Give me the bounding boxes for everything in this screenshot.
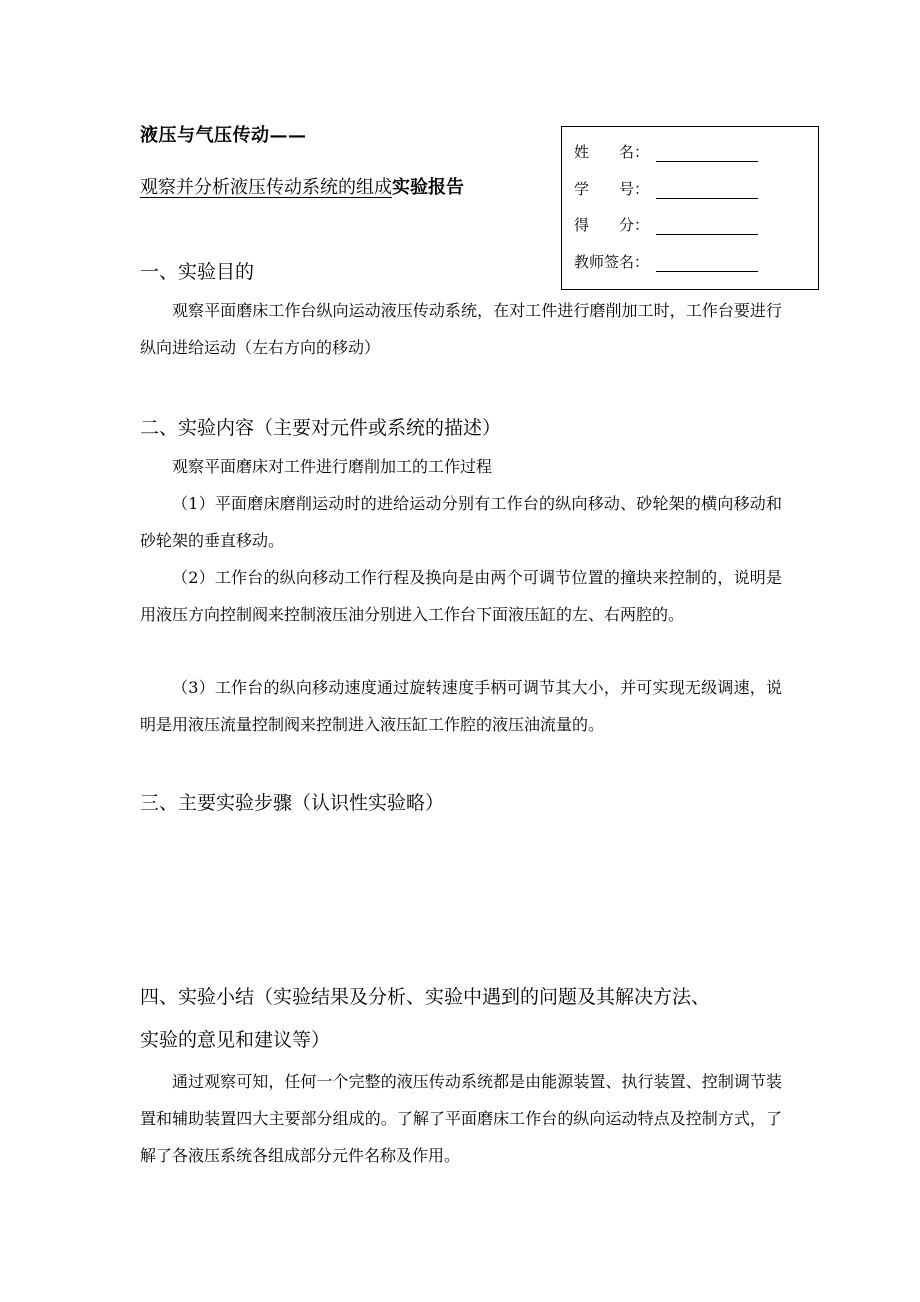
section-2-intro: 观察平面磨床对工件进行磨削加工的工作过程 xyxy=(172,457,493,476)
teacher-signature-label: 教师签名： xyxy=(574,253,650,271)
report-title xyxy=(140,173,464,199)
section-1-heading: 一、实验目的 xyxy=(140,261,255,283)
section-3-heading: 三、主要实验步骤（认识性实验略） xyxy=(140,792,445,814)
section-2-heading: 二、实验内容（主要对元件或系统的描述） xyxy=(140,417,502,439)
score-blank[interactable] xyxy=(656,217,758,235)
course-title: 液压与气压传动—— xyxy=(140,125,307,146)
score-label: 得 分： xyxy=(574,216,650,234)
student-id-row xyxy=(574,178,758,199)
section-4-text: 通过观察可知，任何一个完整的液压传动系统都是由能源装置、执行装置、控制调节装置和辅助装置四大主要部分组成的。了解了平面磨床工作台的纵向运动特点及控制方式，了解了各液压系统各组成部分元件名称及作用。 xyxy=(140,1072,782,1165)
score-row xyxy=(574,214,758,235)
report-title-suffix: 实验报告 xyxy=(392,177,464,198)
section-4-heading-line-1: 四、实验小结（实验结果及分析、实验中遇到的问题及其解决方法、 xyxy=(140,986,711,1008)
section-2-item-1: （1）平面磨床磨削运动时的进给运动分别有工作台的纵向移动、砂轮架的横向移动和砂轮架的垂直移动。 xyxy=(140,494,782,550)
teacher-signature-blank[interactable] xyxy=(656,254,758,272)
section-2-item-2: （2）工作台的纵向移动工作行程及换向是由两个可调节位置的撞块来控制的，说明是用液压方向控制阀来控制液压油分别进入工作台下面液压缸的左、右两腔的。 xyxy=(140,568,782,624)
name-blank[interactable] xyxy=(656,144,758,162)
student-info-box xyxy=(561,126,819,290)
section-1-text: 观察平面磨床工作台纵向运动液压传动系统，在对工件进行磨削加工时，工作台要进行纵向进给运动（左右方向的移动） xyxy=(140,301,782,357)
name-label: 姓 名： xyxy=(574,143,650,161)
section-2-item-3: （3）工作台的纵向移动速度通过旋转速度手柄可调节其大小，并可实现无级调速，说明是用液压流量控制阀来控制进入液压缸工作腔的液压油流量的。 xyxy=(140,678,782,734)
student-id-blank[interactable] xyxy=(656,181,758,199)
section-4-heading-line-2: 实验的意见和建议等） xyxy=(140,1029,331,1051)
teacher-signature-row xyxy=(574,251,758,272)
report-title-topic: 观察并分析液压传动系统的组成 xyxy=(140,177,392,198)
name-row xyxy=(574,141,758,162)
student-id-label: 学 号： xyxy=(574,180,650,198)
